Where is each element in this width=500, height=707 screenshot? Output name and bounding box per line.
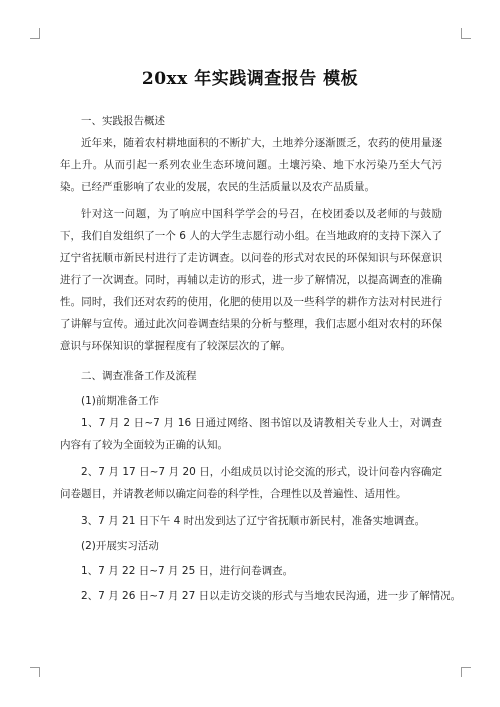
crop-mark-bottom-right-v xyxy=(461,667,462,677)
list-item-prep-2: 2、7 月 17 日~7 月 20 日，小组成员以讨论交流的形式，设计问卷内容确定问卷题目，并请教老师以确定问卷的科学性，合理性以及普遍性、适用性。 xyxy=(60,466,442,500)
paragraph-activity: 针对这一问题，为了响应中国科学学会的号召，在校团委以及老师的与鼓励下，我们自发组织了一个 6 人的大学生志愿行动小组。在当地政府的支持下深入了辽宁省抚顺市新民村进行了走访调查。以问卷的形式对农民的环保知识与环保意识进行了一次调查。同时，再辅以走访的形式，进一步了解情况，以提高调查的准确性。同时，我们还对农药的使用，化肥的使用以及一些科学的耕作方法对村民进行了讲解与宣传。通过此次问卷调查结果的分析与整理，我们志愿小组对农村的环保意识与环保知识的掌握程度有了较深层次的了解。 xyxy=(60,208,442,352)
subheading-early-preparation: (1)前期准备工作 xyxy=(81,395,159,407)
list-item-prep-3: 3、7 月 21 日下午 4 时出发到达了辽宁省抚顺市新民村，准备实地调查。 xyxy=(81,515,426,527)
list-item-practice-1: 1、7 月 22 日~7 月 25 日，进行问卷调查。 xyxy=(81,565,294,577)
crop-mark-bottom-right-h xyxy=(461,667,471,668)
crop-mark-top-left-v xyxy=(39,28,40,38)
list-item-practice-2: 2、7 月 26 日~7 月 27 日以走访交谈的形式与当地农民沟通，进一步了解情况。 xyxy=(81,590,462,602)
subheading-practice-activity: (2)开展实习活动 xyxy=(81,540,159,552)
crop-mark-top-right-h xyxy=(461,38,471,39)
crop-mark-top-right-v xyxy=(461,28,462,38)
crop-mark-top-left-h xyxy=(30,38,40,39)
section-heading-overview: 一、实践报告概述 xyxy=(81,115,165,127)
document-title: 20xx 年实践调查报告 模板 xyxy=(141,69,359,89)
section-heading-preparation: 二、调查准备工作及流程 xyxy=(81,370,197,382)
list-item-prep-1: 1、7 月 2 日~7 月 16 日通过网络、图书馆以及请教相关专业人士，对调查内容有了较为全面较为正确的认知。 xyxy=(60,417,442,451)
paragraph-background: 近年来，随着农村耕地面积的不断扩大，土地养分逐渐匮乏，农药的使用量逐年上升。从而引起一系列农业生态环境问题。土壤污染、地下水污染乃至大气污染。已经严重影响了农业的发展，农民的生活质量以及农产品质量。 xyxy=(60,137,442,193)
document-body xyxy=(60,110,462,607)
crop-mark-bottom-left-v xyxy=(39,667,40,677)
